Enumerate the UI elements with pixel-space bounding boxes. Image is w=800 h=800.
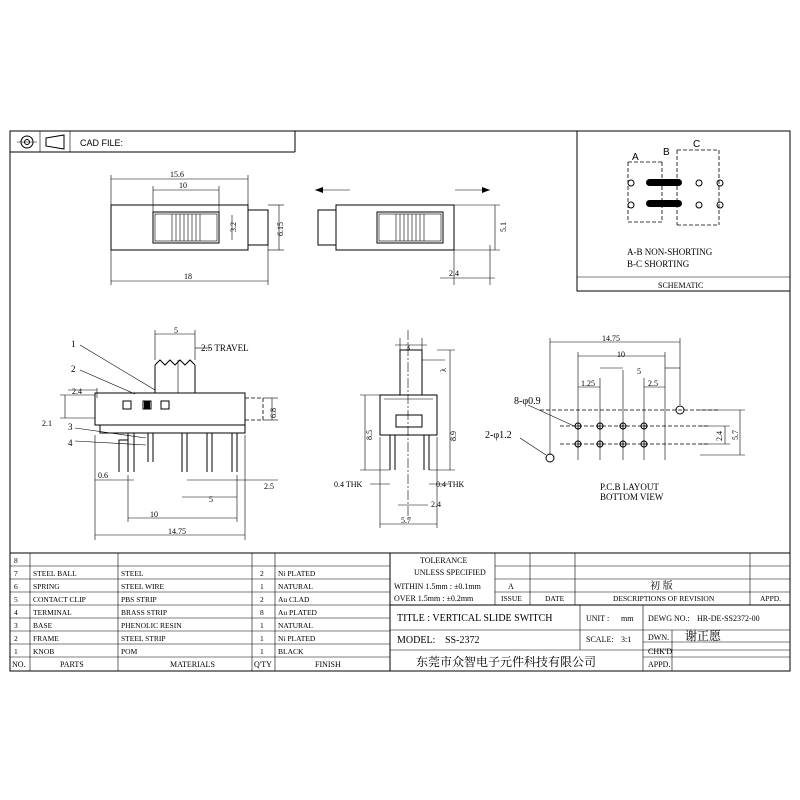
bom-finish-cell: BLACK [278, 647, 304, 656]
drawing-title: TITLE : VERTICAL SLIDE SWITCH [397, 613, 553, 624]
dwn-label: DWN. [648, 633, 670, 642]
bom-material-cell: STEEL WIRE [121, 582, 165, 591]
bom-no-cell: 7 [14, 569, 18, 578]
revision-desc-value: 初 版 [650, 581, 673, 592]
bom-header-parts: PARTS [60, 660, 84, 669]
dim-pcb-14-75: 14.75 [602, 334, 620, 343]
callout-1: 1 [71, 339, 76, 349]
dim-2-4-top: 2.4 [449, 269, 459, 278]
dim-side-8-9: 8.9 [449, 431, 458, 441]
bom-qty-cell: 1 [260, 621, 264, 630]
dim-front-10: 10 [150, 510, 158, 519]
tolerance-title: TOLERANCE [420, 556, 468, 565]
pcb-layout-label: P.C.B LAYOUT [600, 482, 659, 492]
dim-side-8-5: 8.5 [365, 430, 374, 440]
callout-3: 3 [68, 422, 73, 432]
schematic-ab: A-B NON-SHORTING [627, 247, 713, 257]
schematic-label-a: A [632, 152, 639, 163]
bom-qty-cell: 1 [260, 582, 264, 591]
bom-no-cell: 3 [14, 621, 18, 630]
dim-5-1: 5.1 [499, 222, 508, 232]
dim-pcb-5-7: 5.7 [731, 430, 740, 440]
appd-label: APPD. [648, 660, 671, 669]
scale-label: SCALE: [586, 635, 614, 644]
bom-part-cell: KNOB [33, 647, 55, 656]
bom-qty-cell: 2 [260, 569, 264, 578]
tolerance-over: OVER 1.5mm : ±0.2mm [394, 594, 474, 603]
bom-finish-cell: Ni PLATED [278, 634, 316, 643]
chkd-label: CHK'D [648, 647, 673, 656]
bom-part-cell: CONTACT CLIP [33, 595, 86, 604]
dim-side-0-4-right: 0.4 THK [436, 480, 465, 489]
bom-finish-cell: Au PLATED [278, 608, 317, 617]
revision-appd-header: APPD. [760, 594, 782, 603]
callout-2: 2 [71, 364, 76, 374]
dim-pcb-8phi: 8-φ0.9 [514, 396, 541, 407]
schematic-title: SCHEMATIC [658, 281, 704, 290]
bom-material-cell: BRASS STRIP [121, 608, 168, 617]
bom-part-cell: SPRING [33, 582, 60, 591]
bom-part-cell: TERMINAL [33, 608, 72, 617]
dim-6-15: 6.15 [276, 222, 285, 236]
bom-finish-cell: Au CLAD [278, 595, 310, 604]
bom-qty-cell: 1 [260, 647, 264, 656]
cad-file-label: CAD FILE: [80, 138, 124, 148]
schematic-label-c: C [693, 139, 701, 150]
dim-side-2-4: 2.4 [431, 500, 441, 509]
bom-header-finish: FINISH [315, 660, 341, 669]
dim-10-top: 10 [179, 181, 187, 190]
side-top-view [315, 187, 500, 285]
dim-side-3: 3 [406, 343, 410, 352]
dim-side-angle: λ [439, 368, 448, 372]
model-label: MODEL: [397, 635, 436, 646]
revision-issue-header: ISSUE [501, 594, 522, 603]
unit-label: UNIT : [586, 614, 610, 623]
dim-front-2-4: 2.4 [72, 387, 82, 396]
dim-front-6-8: 6.8 [269, 408, 278, 418]
bom-material-cell: PBS STRIP [121, 595, 157, 604]
projection-symbol-icon [17, 135, 64, 149]
bom-part-cell: FRAME [33, 634, 59, 643]
revision-desc-header: DESCRIPTIONS OF REVISION [613, 594, 715, 603]
front-view [60, 330, 278, 540]
dim-front-2-1: 2.1 [42, 419, 52, 428]
dewg-label: DEWG NO.: [648, 614, 690, 623]
bom-rows [14, 556, 318, 656]
bom-finish-cell: Ni PLATED [278, 569, 316, 578]
callout-4: 4 [68, 438, 73, 448]
dim-pcb-5: 5 [637, 367, 641, 376]
pcb-layout [520, 338, 745, 462]
dim-pcb-2-5: 2.5 [648, 379, 658, 388]
dim-pcb-1-25: 1.25 [581, 379, 595, 388]
tolerance-within: WITHIN 1.5mm : ±0.1mm [394, 582, 481, 591]
bom-no-cell: 5 [14, 595, 18, 604]
dim-pcb-10: 10 [617, 350, 625, 359]
bom-qty-cell: 8 [260, 608, 264, 617]
dim-18: 18 [184, 272, 192, 281]
bom-part-cell: BASE [33, 621, 53, 630]
bottom-view-label: BOTTOM VIEW [600, 492, 664, 502]
dim-front-0-6: 0.6 [98, 471, 108, 480]
bom-part-cell: STEEL BALL [33, 569, 77, 578]
model-value: SS-2372 [445, 635, 480, 646]
bom-finish-cell: NATURAL [278, 582, 313, 591]
bom-qty-cell: 2 [260, 595, 264, 604]
bom-no-cell: 6 [14, 582, 18, 591]
bom-no-cell: 2 [14, 634, 18, 643]
top-view [111, 175, 284, 285]
bom-material-cell: PHENOLIC RESIN [121, 621, 182, 630]
dim-side-0-4-left: 0.4 THK [334, 480, 363, 489]
dim-travel: 2.5 TRAVEL [201, 343, 249, 353]
schematic-bc: B-C SHORTING [627, 259, 690, 269]
bom-material-cell: STEEL STRIP [121, 634, 166, 643]
dim-15-6: 15.6 [170, 170, 184, 179]
dewg-value: HR-DE-SS2372-00 [697, 614, 760, 623]
dim-pcb-2-4: 2.4 [715, 431, 724, 441]
dim-front-5b: 5 [209, 495, 213, 504]
dim-pcb-2phi: 2-φ1.2 [485, 430, 512, 441]
bom-no-cell: 4 [14, 608, 18, 617]
revision-date-header: DATE [545, 594, 565, 603]
bom-header-qty: Q'TY [254, 660, 272, 669]
dwn-value: 谢正愿 [685, 629, 722, 643]
bom-no-cell: 1 [14, 647, 18, 656]
dim-front-14-75: 14.75 [168, 527, 186, 536]
unit-value: mm [621, 614, 634, 623]
bom-header-materials: MATERIALS [170, 660, 215, 669]
side-view [360, 330, 455, 528]
bom-header-no: NO. [12, 660, 26, 669]
scale-value: 3:1 [621, 635, 632, 644]
bom-qty-cell: 1 [260, 634, 264, 643]
bom-no-cell: 8 [14, 556, 18, 565]
dim-3-2: 3.2 [229, 222, 238, 232]
bom-material-cell: POM [121, 647, 138, 656]
dim-front-2-5: 2.5 [264, 482, 274, 491]
bom-material-cell: STEEL [121, 569, 144, 578]
tolerance-unless: UNLESS SPECIFIED [414, 568, 486, 577]
revision-issue-value: A [508, 582, 514, 591]
company-name: 东莞市众智电子元件科技有限公司 [416, 655, 597, 669]
schematic-label-b: B [663, 147, 670, 158]
bom-finish-cell: NATURAL [278, 621, 313, 630]
dim-front-5: 5 [174, 326, 178, 335]
dim-side-5-7: 5.7 [401, 516, 411, 525]
